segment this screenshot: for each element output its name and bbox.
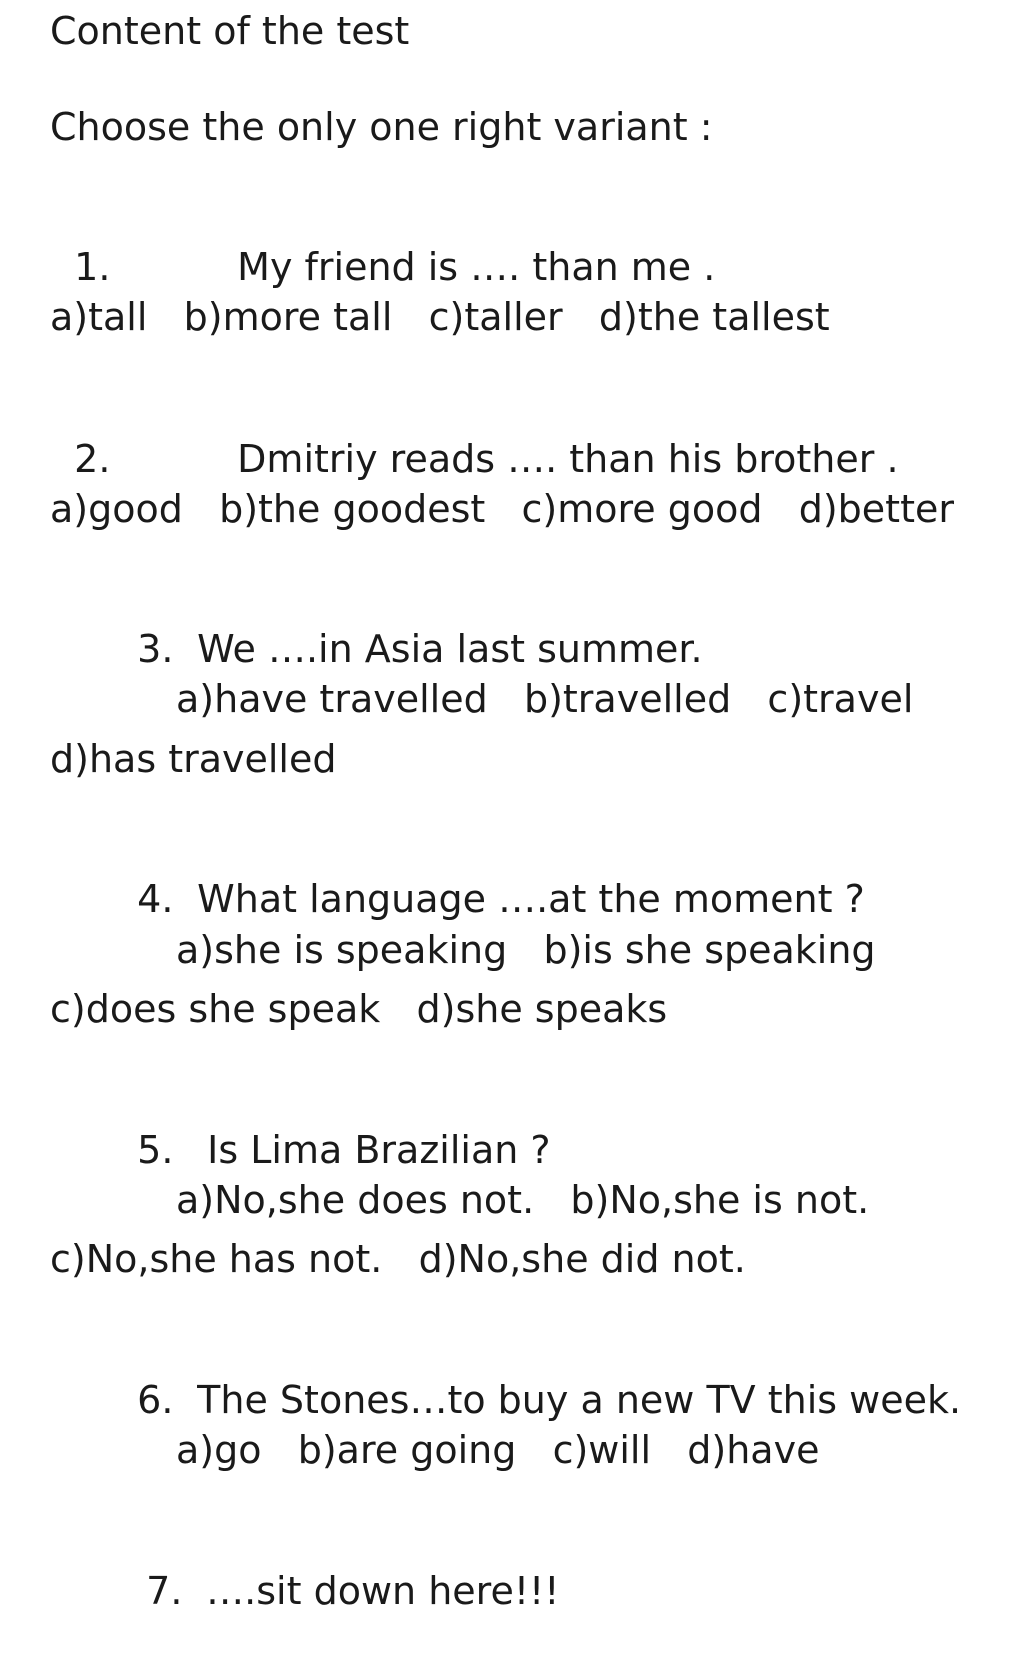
question-7 [122, 1522, 560, 1614]
question-4 [113, 830, 865, 922]
question-3-options-line-1: a)have travelled b)travelled c)travel [176, 677, 914, 721]
question-3-options-line-2: d)has travelled [50, 737, 337, 781]
question-number: 1. [74, 245, 111, 289]
question-3 [113, 580, 703, 672]
question-text: Is Lima Brazilian ? [207, 1128, 551, 1172]
question-text: What language ….at the moment ? [197, 877, 865, 921]
question-number: 6. [137, 1378, 174, 1422]
question-number: 4. [137, 877, 174, 921]
question-1 [50, 198, 715, 290]
question-6-options: a)go b)are going c)will d)have [176, 1428, 820, 1472]
question-4-options-line-1: a)she is speaking b)is she speaking [176, 928, 876, 972]
question-number: 7. [146, 1569, 183, 1613]
question-5-options-line-2: c)No,she has not. d)No,she did not. [50, 1237, 746, 1281]
question-4-options-line-2: c)does she speak d)she speaks [50, 987, 668, 1031]
question-text: We ….in Asia last summer. [197, 627, 703, 671]
question-2-options: a)good b)the goodest c)more good d)better [50, 487, 954, 531]
question-number: 5. [137, 1128, 174, 1172]
question-text: Dmitriy reads …. than his brother . [237, 437, 899, 481]
question-number: 3. [137, 627, 174, 671]
question-number: 2. [74, 437, 111, 481]
question-text: ….sit down here!!! [206, 1569, 560, 1613]
question-text: My friend is …. than me . [237, 245, 716, 289]
question-6 [113, 1331, 961, 1423]
question-1-options: a)tall b)more tall c)taller d)the tallest [50, 295, 830, 339]
question-5-options-line-1: a)No,she does not. b)No,she is not. [176, 1178, 870, 1222]
question-2 [50, 390, 899, 482]
page-title: Content of the test [50, 9, 410, 53]
instruction-text: Choose the only one right variant : [50, 105, 713, 149]
question-text: The Stones…to buy a new TV this week. [197, 1378, 962, 1422]
question-5 [113, 1081, 551, 1173]
